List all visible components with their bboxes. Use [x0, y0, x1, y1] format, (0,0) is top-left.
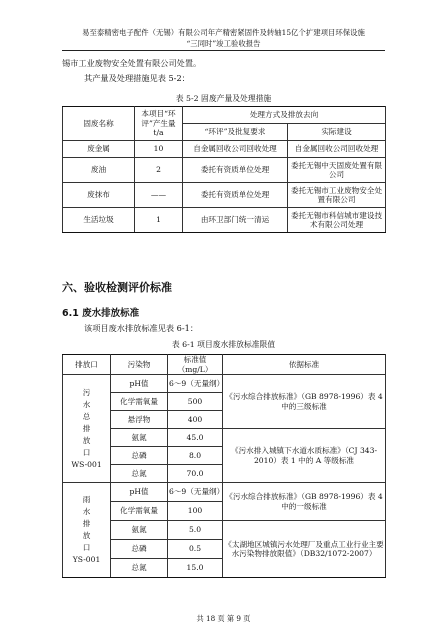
outlet-char: 放 — [82, 531, 91, 540]
cell-limit: 100 — [168, 502, 223, 521]
th-actual: 实际建设 — [288, 124, 386, 141]
cell-limit: 45.0 — [168, 429, 223, 447]
intro-line1: 锡市工业废物安全处置有限公司处置。 — [62, 58, 202, 68]
outlet-code: WS-001 — [71, 459, 102, 469]
table61-caption: 表 6-1 项目废水排放标准限值 — [171, 340, 276, 349]
solid-waste-table — [62, 106, 386, 233]
cell-limit: 0.5 — [168, 540, 223, 559]
cell-actual: 自金属回收公司回收处理 — [288, 141, 386, 158]
cell-actual: 委托无锡市工业废物安全处置有限公司 — [288, 183, 386, 208]
outlet-char: 水 — [82, 399, 91, 409]
cell-basis: 《污水综合排放标准》（GB 8978-1996）表 4 中的三级标准 — [223, 375, 386, 429]
page-header-line2: “三同时”竣工验收报告 — [186, 39, 261, 48]
cell-actual: 委托无锡中天固废处置有限公司 — [288, 158, 386, 183]
cell-amount: —— — [135, 183, 183, 208]
cell-eia: 委托有资质单位处理 — [183, 158, 288, 183]
page-header-line1: 易至泰精密电子配件（无锡）有限公司年产精密紧固件及转轴15亿个扩建项目环保设施 — [82, 28, 365, 37]
cell-pollutant: 悬浮物 — [111, 411, 168, 429]
cell-limit: 15.0 — [168, 559, 223, 578]
cell-basis: 《污水综合排放标准》（GB 8978-1996）表 4 中的一级标准 — [223, 483, 386, 521]
cell-limit: 8.0 — [168, 447, 223, 465]
outlet-char: 口 — [82, 543, 91, 552]
th-pollutant: 污染物 — [111, 355, 168, 375]
cell-basis: 《太湖地区城镇污水处理厂及重点工业行业主要水污染物排放限值》（DB32/1072-2007） — [223, 521, 386, 578]
cell-limit: 6～9（无量纲） — [168, 375, 223, 393]
cell-name: 废抹布 — [63, 183, 135, 208]
cell-limit: 6～9（无量纲） — [168, 483, 223, 502]
cell-pollutant: 总磷 — [111, 447, 168, 465]
table-row — [63, 183, 386, 208]
cell-amount: 10 — [135, 141, 183, 158]
outlet-char: 雨 — [82, 495, 91, 504]
cell-name: 生活垃圾 — [63, 208, 135, 233]
outlet-char: 口 — [82, 447, 91, 457]
cell-basis: 《污水排入城镇下水道水质标准》（CJ 343-2010）表 1 中的 A 等级标准 — [223, 429, 386, 483]
intro-line2: 其产量及处理措施见表 5-2： — [84, 73, 190, 83]
cell-pollutant: 总氮 — [111, 559, 168, 578]
cell-pollutant: 总氮 — [111, 465, 168, 483]
th-eia-requirement: “环评”及批复要求 — [183, 124, 288, 141]
cell-amount: 2 — [135, 158, 183, 183]
outlet-ws001 — [63, 375, 111, 483]
table-row — [63, 208, 386, 233]
cell-limit: 500 — [168, 393, 223, 411]
cell-name: 废金属 — [63, 141, 135, 158]
outlet-char: 污 — [82, 387, 91, 397]
cell-pollutant: 化学需氧量 — [111, 502, 168, 521]
cell-limit: 400 — [168, 411, 223, 429]
th-treatment: 处理方式及排放去向 — [183, 107, 386, 124]
outlet-char: 排 — [82, 423, 91, 433]
table-row — [63, 375, 386, 393]
outlet-char: 总 — [82, 411, 91, 421]
cell-pollutant: 化学需氧量 — [111, 393, 168, 411]
section-title: 六、验收检测评价标准 — [62, 281, 172, 294]
th-waste-name: 固废名称 — [63, 107, 135, 141]
section-text: 该项目废水排放标准见表 6-1： — [84, 323, 199, 333]
cell-amount: 1 — [135, 208, 183, 233]
th-limit: 标准值（mg/L） — [168, 355, 223, 375]
th-eia-amount: 本项目“环评”产生量 t/a — [135, 107, 183, 141]
table52-caption: 表 5-2 固废产量及处理措施 — [175, 94, 272, 103]
table-row — [63, 429, 386, 447]
cell-pollutant: pH值 — [111, 375, 168, 393]
th-outlet: 排放口 — [63, 355, 111, 375]
outlet-ys001 — [63, 483, 111, 578]
table-row — [63, 141, 386, 158]
table-row — [63, 483, 386, 502]
cell-limit: 70.0 — [168, 465, 223, 483]
outlet-char: 水 — [82, 507, 91, 516]
outlet-code: YS-001 — [72, 555, 101, 564]
cell-eia: 自金属回收公司回收处理 — [183, 141, 288, 158]
cell-eia: 由环卫部门统一清运 — [183, 208, 288, 233]
cell-name: 废油 — [63, 158, 135, 183]
subsection-title: 6.1 废水排放标准 — [62, 308, 140, 319]
cell-pollutant: 总磷 — [111, 540, 168, 559]
cell-actual: 委托无锡市科信城市建设技术有限公司处理 — [288, 208, 386, 233]
wastewater-standard-table — [62, 354, 386, 578]
outlet-char: 排 — [82, 519, 91, 528]
cell-pollutant: 氨氮 — [111, 429, 168, 447]
table-row — [63, 521, 386, 540]
cell-pollutant: pH值 — [111, 483, 168, 502]
page-footer: 共 18 页 第 9 页 — [196, 614, 251, 623]
outlet-char: 放 — [82, 435, 91, 445]
cell-pollutant: 氨氮 — [111, 521, 168, 540]
table-row — [63, 158, 386, 183]
cell-limit: 5.0 — [168, 521, 223, 540]
cell-eia: 委托有资质单位处理 — [183, 183, 288, 208]
th-basis: 依据标准 — [223, 355, 386, 375]
header-divider — [62, 50, 385, 51]
